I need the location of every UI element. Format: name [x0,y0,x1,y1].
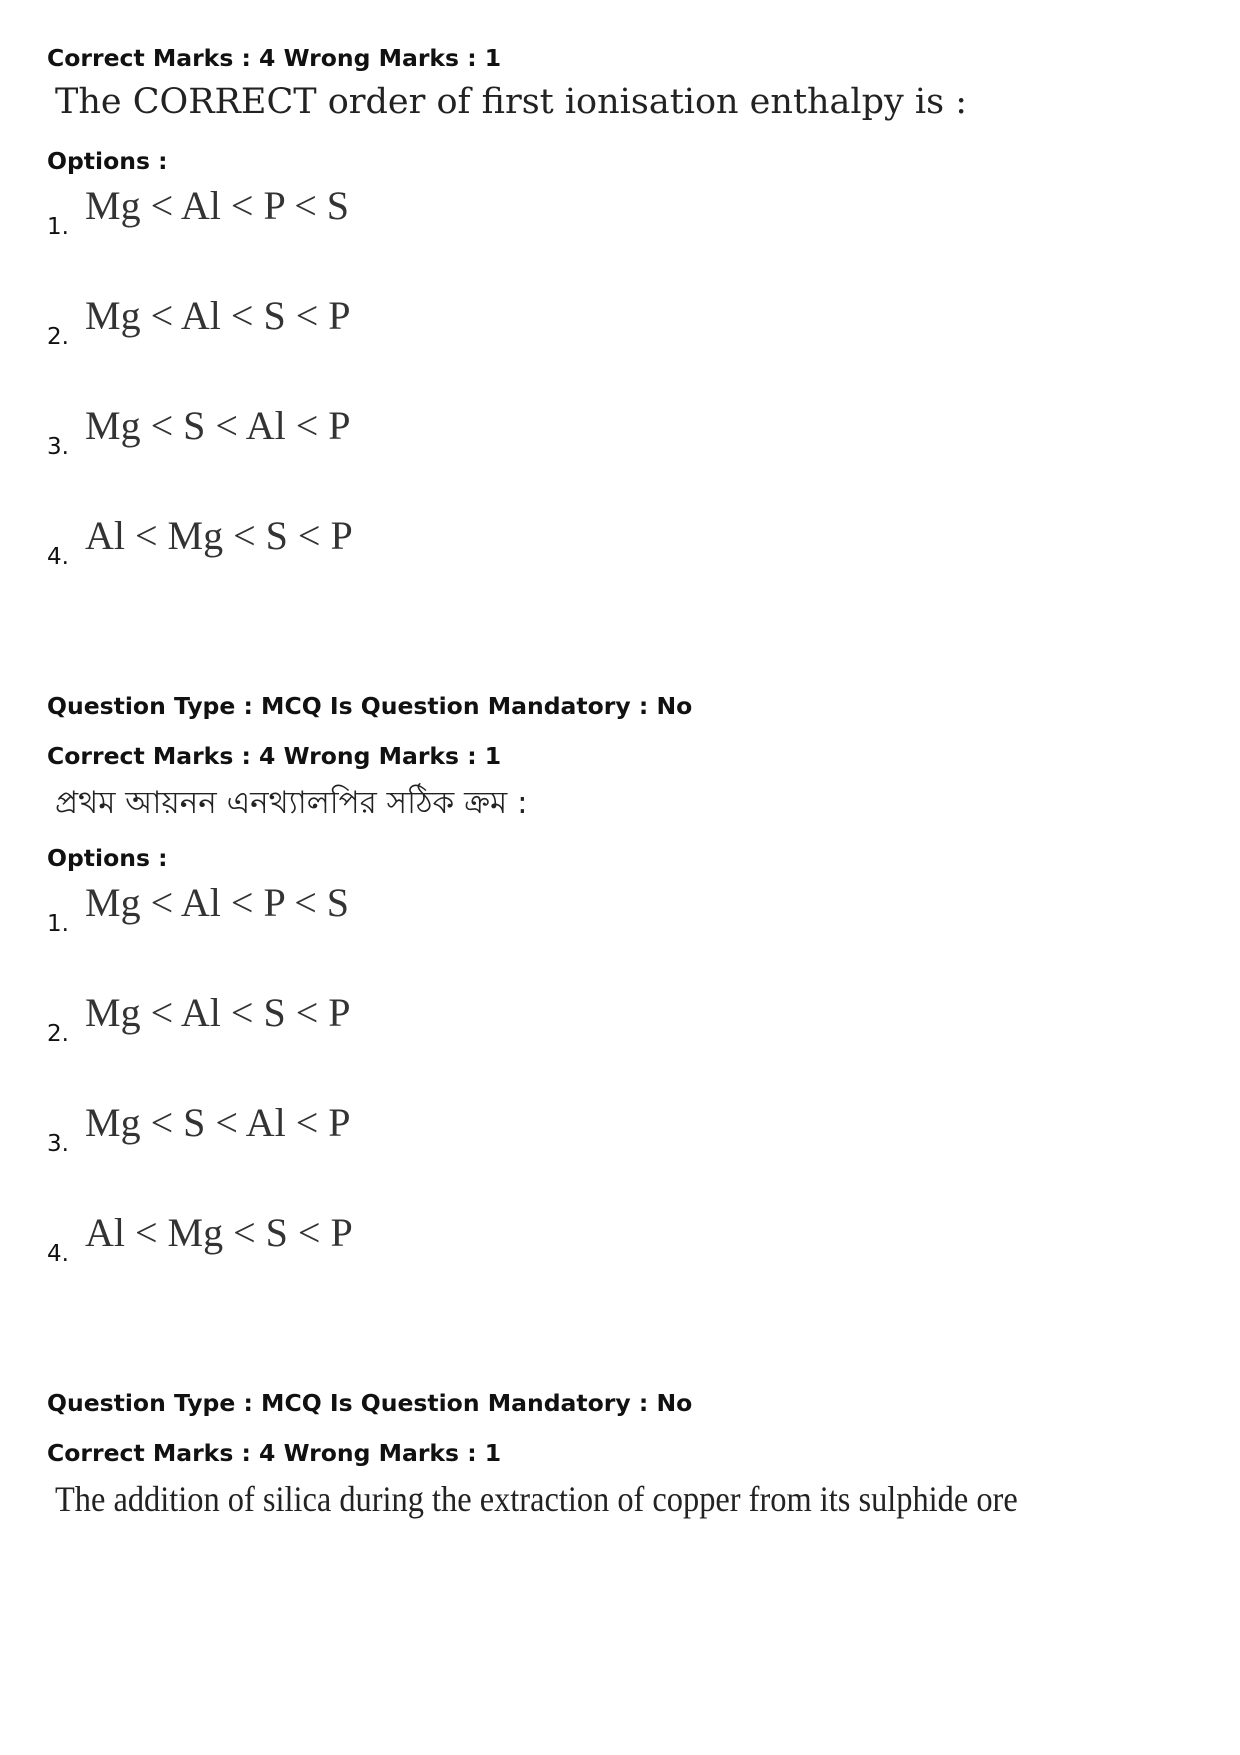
question-text: The addition of silica during the extraction of copper from its sulphide ore [55,1479,1018,1519]
marks-info: Correct Marks : 4 Wrong Marks : 1 [47,1439,502,1467]
question-text: প্রথম আয়নন এনথ্যালপির সঠিক ক্রম : [55,785,528,821]
option-text: Al < Mg < S < P [85,1210,353,1255]
option-number: 2. [47,324,69,350]
option-text: Mg < Al < P < S [85,183,350,228]
option-text: Mg < Al < S < P [85,293,351,338]
question-text: The CORRECT order of first ionisation enthalpy is : [55,82,967,122]
option-number: 2. [47,1021,69,1047]
option-text: Al < Mg < S < P [85,513,353,558]
options-label: Options : [47,147,168,175]
option-number: 3. [47,1131,69,1157]
marks-info: Correct Marks : 4 Wrong Marks : 1 [47,742,502,770]
option-number: 4. [47,1241,69,1267]
option-text: Mg < Al < P < S [85,880,350,925]
option-text: Mg < Al < S < P [85,990,351,1035]
option-number: 3. [47,434,69,460]
question-type-info: Question Type : MCQ Is Question Mandatory : No [47,1389,693,1417]
marks-info: Correct Marks : 4 Wrong Marks : 1 [47,44,502,72]
option-number: 1. [47,911,69,937]
option-number: 4. [47,544,69,570]
option-text: Mg < S < Al < P [85,403,351,448]
option-text: Mg < S < Al < P [85,1100,351,1145]
options-label: Options : [47,844,168,872]
question-type-info: Question Type : MCQ Is Question Mandatory : No [47,692,693,720]
option-number: 1. [47,214,69,240]
